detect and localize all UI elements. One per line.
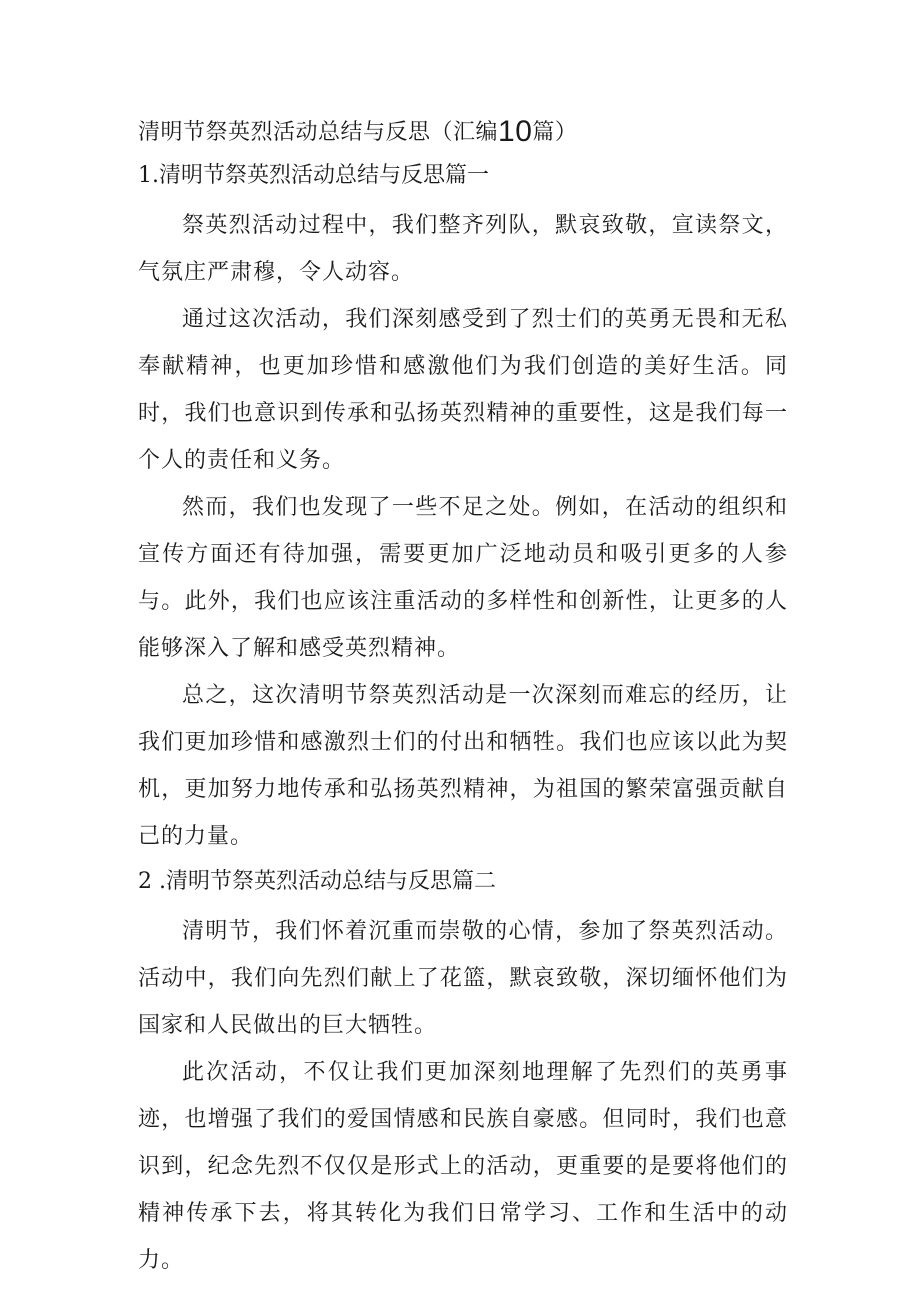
paragraph: 通过这次活动，我们深刻感受到了烈士们的英勇无畏和无私奉献精神，也更加珍惜和感激他们为我们创造的美好生活。同时，我们也意识到传承和弘扬英烈精神的重要性，这是我们每一个人的责任和义务。: [138, 307, 788, 473]
paragraph: 清明节，我们怀着沉重而崇敬的心情，参加了祭英烈活动。活动中，我们向先烈们献上了花篮，默哀致敬，深切缅怀他们为国家和人民做出的巨大牺牲。: [138, 919, 788, 1038]
paragraph: 总之，这次清明节祭英烈活动是一次深刻而难忘的经历，让我们更加珍惜和感激烈士们的付出和牺牲。我们也应该以此为契机，更加努力地传承和弘扬英烈精神，为祖国的繁荣富强贡献自己的力量。: [138, 683, 788, 849]
paragraph: 此次活动，不仅让我们更加深刻地理解了先烈们的英勇事迹，也增强了我们的爱国情感和民族自豪感。但同时，我们也意识到，纪念先烈不仅仅是形式上的活动，更重要的是要将他们的精神传承下去，将其转化为我们日常学习、工作和生活中的动力。: [138, 1060, 788, 1273]
paragraph: 祭英烈活动过程中，我们整齐列队，默哀致敬，宣读祭文，气氛庄严肃穆，令人动容。: [138, 213, 788, 285]
document-title: [138, 110, 788, 154]
document-page: [138, 110, 788, 1284]
title-number: 10: [498, 115, 533, 148]
section-heading-2: 2 .清明节祭英烈活动总结与反思篇二: [138, 869, 496, 894]
title-prefix: 清明节祭英烈活动总结与反思（汇编: [138, 120, 499, 145]
title-suffix: 篇）: [532, 120, 578, 145]
section-heading-1: 1.清明节祭英烈活动总结与反思篇一: [138, 163, 489, 188]
paragraph: 然而，我们也发现了一些不足之处。例如，在活动的组织和宣传方面还有待加强，需要更加广泛地动员和吸引更多的人参与。此外，我们也应该注重活动的多样性和创新性，让更多的人能够深入了解和感受英烈精神。: [138, 495, 788, 661]
